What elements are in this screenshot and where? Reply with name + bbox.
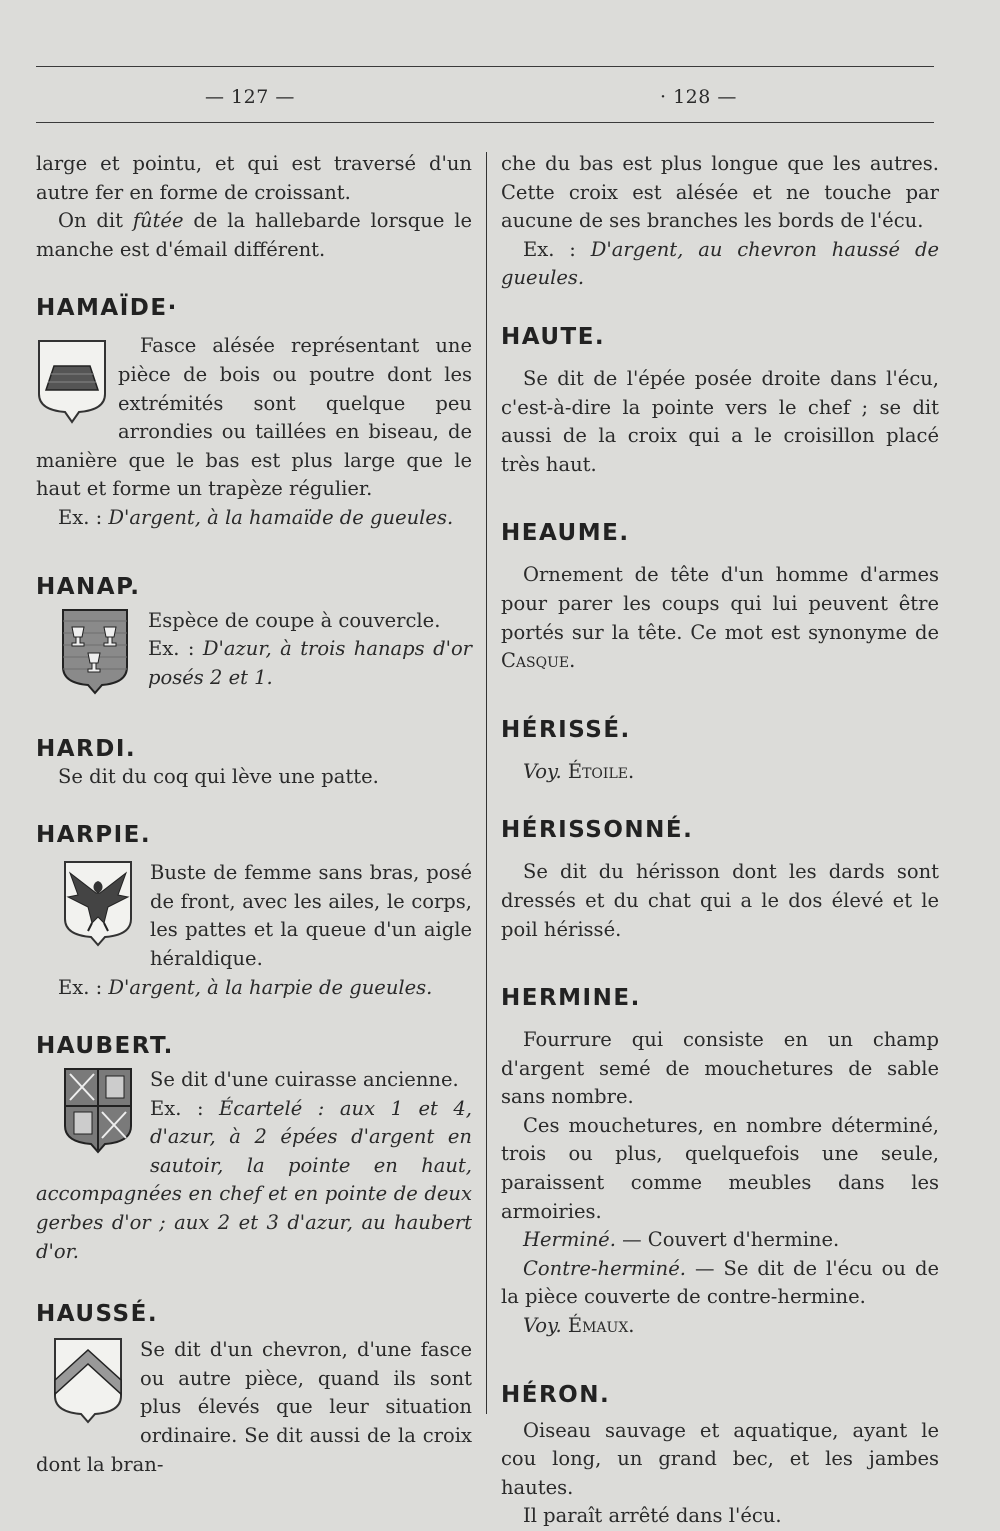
hamaide-definition: Fasce alésée représentant une pièce de bois ou poutre dont les extrémités sont quelque peu arrondies ou taillées en biseau, de manière que le bas est plus large que le haut et forme un trapèze régulier.: [36, 334, 472, 501]
entry-title-heron: HÉRON.: [501, 1381, 611, 1408]
left-column: [36, 150, 472, 1479]
entry-title-hardi: HARDI.: [36, 735, 137, 762]
harpie-definition: Buste de femme sans bras, posé de front, avec les ailes, le corps, les pattes et la queue d'un aigle héraldique.: [150, 861, 472, 970]
entry-harpie: [36, 859, 472, 1002]
hamaide-example: Ex. : D'argent, à la hamaïde de gueules.: [58, 505, 454, 529]
entry-title-hamaide: HAMAÏDE·: [36, 295, 178, 322]
haute-definition: Se dit de l'épée posée droite dans l'écu, c'est-à-dire la pointe vers le chef ; se dit aussi de la croix qui a le croisillon placé très haut.: [501, 366, 939, 476]
entry-title-haubert: HAUBERT.: [36, 1033, 174, 1060]
hanap-example: Ex. : D'azur, à trois hanaps d'or posés 2 et 1.: [148, 637, 473, 689]
entry-title-hanap: HANAP.: [36, 573, 141, 600]
herissonne-definition: Se dit du hérisson dont les dards sont dressés et du chat qui a le dos élevé et le poil hérissé.: [501, 860, 939, 941]
intro-paragraph-1: large et pointu, et qui est traversé d'un autre fer en forme de croissant.: [36, 152, 472, 204]
entry-title-herisse: HÉRISSÉ.: [501, 716, 631, 743]
hanap-shield-icon: [60, 607, 130, 695]
entry-hanap: [36, 607, 472, 693]
heron-note: Il paraît arrêté dans l'écu.: [523, 1504, 782, 1528]
hamaide-shield-icon: [36, 338, 108, 424]
haubert-shield-icon: [62, 1066, 134, 1154]
hermine-mouchetures: Ces mouchetures, en nombre déterminé, trois ou plus, quelquefois une seule, paraissent comme meubles dans les armoiries.: [501, 1113, 939, 1223]
heaume-definition: Ornement de tête d'un homme d'armes pour parer les coups qui lui peuvent être portés sur la tête. Ce mot est synonyme de Casque.: [501, 563, 939, 673]
entry-haubert: [36, 1066, 472, 1266]
heron-definition: Oiseau sauvage et aquatique, ayant le cou long, un grand bec, et les jambes hautes.: [501, 1418, 939, 1499]
hermine-herminé: Herminé. — Couvert d'hermine.: [523, 1228, 840, 1252]
entry-title-hermine: HERMINE.: [501, 985, 641, 1012]
continued-paragraph: che du bas est plus longue que les autres. Cette croix est alésée et ne touche par aucune de ses branches les bords de l'écu.: [501, 152, 939, 233]
hermine-reference: Voy. Émaux.: [523, 1314, 635, 1338]
left-page-number: — 127 —: [205, 86, 295, 108]
haubert-example: Ex. : Écartelé : aux 1 et 4, d'azur, à 2 épées d'argent en sautoir, la pointe en haut, accompagnées en chef et en pointe de deux gerbes d'or ; aux 2 et 3 d'azur, au haubert d'or.: [36, 1096, 472, 1263]
column-separator: [486, 152, 487, 1414]
header-rule: [36, 122, 934, 123]
hardi-definition: Se dit du coq qui lève une patte.: [58, 764, 379, 788]
harpie-shield-icon: [62, 859, 134, 947]
haubert-definition: Se dit d'une cuirasse ancienne.: [150, 1068, 459, 1092]
harpie-example: Ex. : D'argent, à la harpie de gueules.: [58, 975, 433, 999]
hausse-definition: Se dit d'un chevron, d'une fasce ou autre pièce, quand ils sont plus élevés que leur situation ordinaire. Se dit aussi de la croix dont la bran-: [36, 1338, 472, 1476]
hermine-definition: Fourrure qui consiste en un champ d'argent semé de mouchetures de sable sans nombre.: [501, 1028, 939, 1109]
right-page-number: · 128 —: [660, 86, 737, 108]
entry-title-heaume: HEAUME.: [501, 520, 630, 547]
entry-title-herissonne: HÉRISSONNÉ.: [501, 817, 694, 844]
entry-title-harpie: HARPIE.: [36, 822, 152, 849]
right-column: [501, 150, 939, 1531]
entry-hamaide: [36, 332, 472, 532]
intro-paragraph-2: On dit fûtée de la hallebarde lorsque le manche est d'émail différent.: [36, 209, 472, 261]
continued-example: Ex. : D'argent, au chevron haussé de gueules.: [501, 237, 939, 290]
entry-title-hausse: HAUSSÉ.: [36, 1301, 159, 1328]
entry-hausse: [36, 1336, 472, 1479]
hausse-shield-icon: [52, 1336, 124, 1424]
herisse-reference: Voy. Étoile.: [523, 759, 635, 783]
hanap-definition: Espèce de coupe à couvercle.: [148, 608, 441, 632]
top-rule: [36, 66, 934, 67]
entry-title-haute: HAUTE.: [501, 323, 606, 350]
hermine-contre-hermine: Contre-herminé. — Se dit de l'écu ou de la pièce couverte de contre-hermine.: [501, 1256, 939, 1309]
